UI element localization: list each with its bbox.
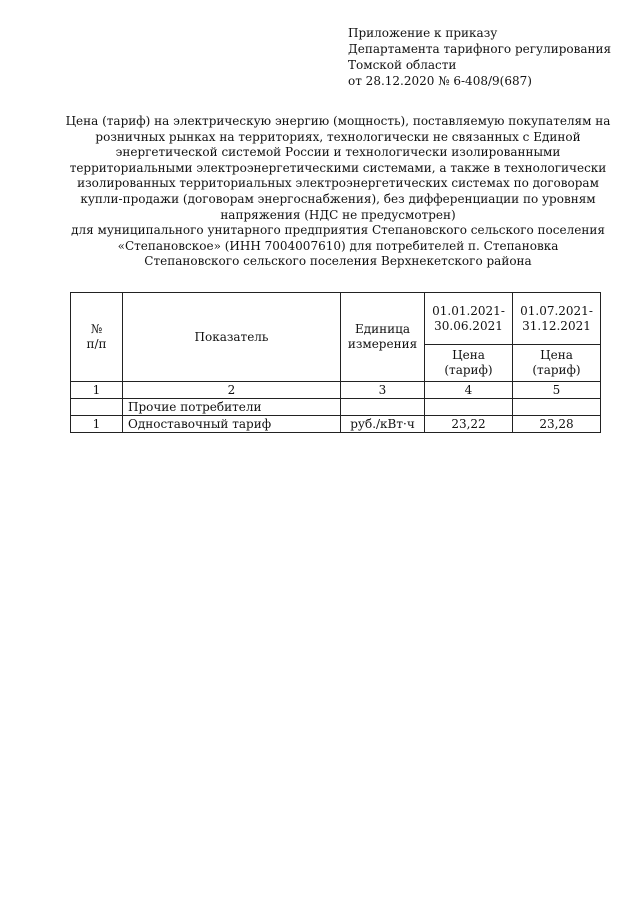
title-line: для муниципального унитарного предприятия Степановского сельского поселения [71, 223, 605, 238]
title-line: энергетической системой России и технологически изолированными [115, 145, 561, 160]
row-indicator-cell: Одноставочный тариф [123, 416, 341, 433]
row-unit-cell: руб./кВт·ч [341, 416, 425, 433]
appendix-line: Томской области [348, 58, 457, 72]
group-empty-cell [513, 399, 601, 416]
header-indicator-cell: Показатель [123, 293, 341, 382]
row-value2-cell: 23,28 [513, 416, 601, 433]
column-number-row [71, 382, 601, 399]
group-empty-cell [425, 399, 513, 416]
header-unit-line: Единица [354, 322, 410, 336]
row-value1-cell: 23,22 [425, 416, 513, 433]
header-period-line: 01.01.2021- [432, 303, 505, 318]
title-line: территориальными электроэнергетическими системами, а также в технологически [69, 160, 607, 175]
header-period1-cell [425, 293, 513, 345]
document-title [60, 114, 616, 270]
group-label-cell: Прочие потребители [123, 399, 341, 416]
header-num-line: п/п [86, 337, 107, 351]
title-line: «Степановское» (ИНН 7004007610) для потребителей п. Степановка [117, 238, 559, 253]
group-empty-cell [71, 399, 123, 416]
header-period-line: 30.06.2021 [434, 318, 503, 333]
title-line: Степановского сельского поселения Верхнекетского района [144, 254, 532, 269]
header-price-line: Цена [452, 348, 485, 362]
column-number-cell: 2 [123, 382, 341, 399]
header-unit-cell [341, 293, 425, 382]
title-line: розничных рынках на территориях, технологически не связанных с Единой [95, 129, 581, 144]
header-num-line: № [90, 322, 103, 336]
column-number-cell: 1 [71, 382, 123, 399]
title-line: напряжения (НДС не предусмотрен) [220, 207, 456, 222]
appendix-line: Приложение к приказу [348, 26, 498, 40]
appendix-line: Департамента тарифного регулирования [348, 42, 612, 56]
title-line: изолированных территориальных электроэнергетических системах по договорам [77, 176, 599, 191]
table-header-row [71, 293, 601, 345]
row-num-cell: 1 [71, 416, 123, 433]
header-price1-cell [425, 345, 513, 382]
header-period2-cell [513, 293, 601, 345]
header-period-line: 31.12.2021 [522, 318, 591, 333]
header-price-line: Цена [540, 348, 573, 362]
header-price-line: (тариф) [444, 363, 493, 377]
header-price-line: (тариф) [532, 363, 581, 377]
header-unit-line: измерения [347, 337, 418, 351]
header-price2-cell [513, 345, 601, 382]
header-num-cell [71, 293, 123, 382]
title-line: купли-продажи (договорам энергоснабжения), без дифференциации по уровням [80, 191, 596, 206]
table-row [71, 416, 601, 433]
column-number-cell: 3 [341, 382, 425, 399]
column-number-cell: 4 [425, 382, 513, 399]
group-row [71, 399, 601, 416]
title-line: Цена (тариф) на электрическую энергию (мощность), поставляемую покупателям на [65, 114, 611, 128]
column-number-cell: 5 [513, 382, 601, 399]
header-period-line: 01.07.2021- [520, 303, 593, 318]
tariff-table [70, 292, 601, 433]
group-empty-cell [341, 399, 425, 416]
appendix-header [348, 25, 633, 89]
appendix-order-date: от 28.12.2020 № 6-408/9(687) [348, 74, 532, 88]
